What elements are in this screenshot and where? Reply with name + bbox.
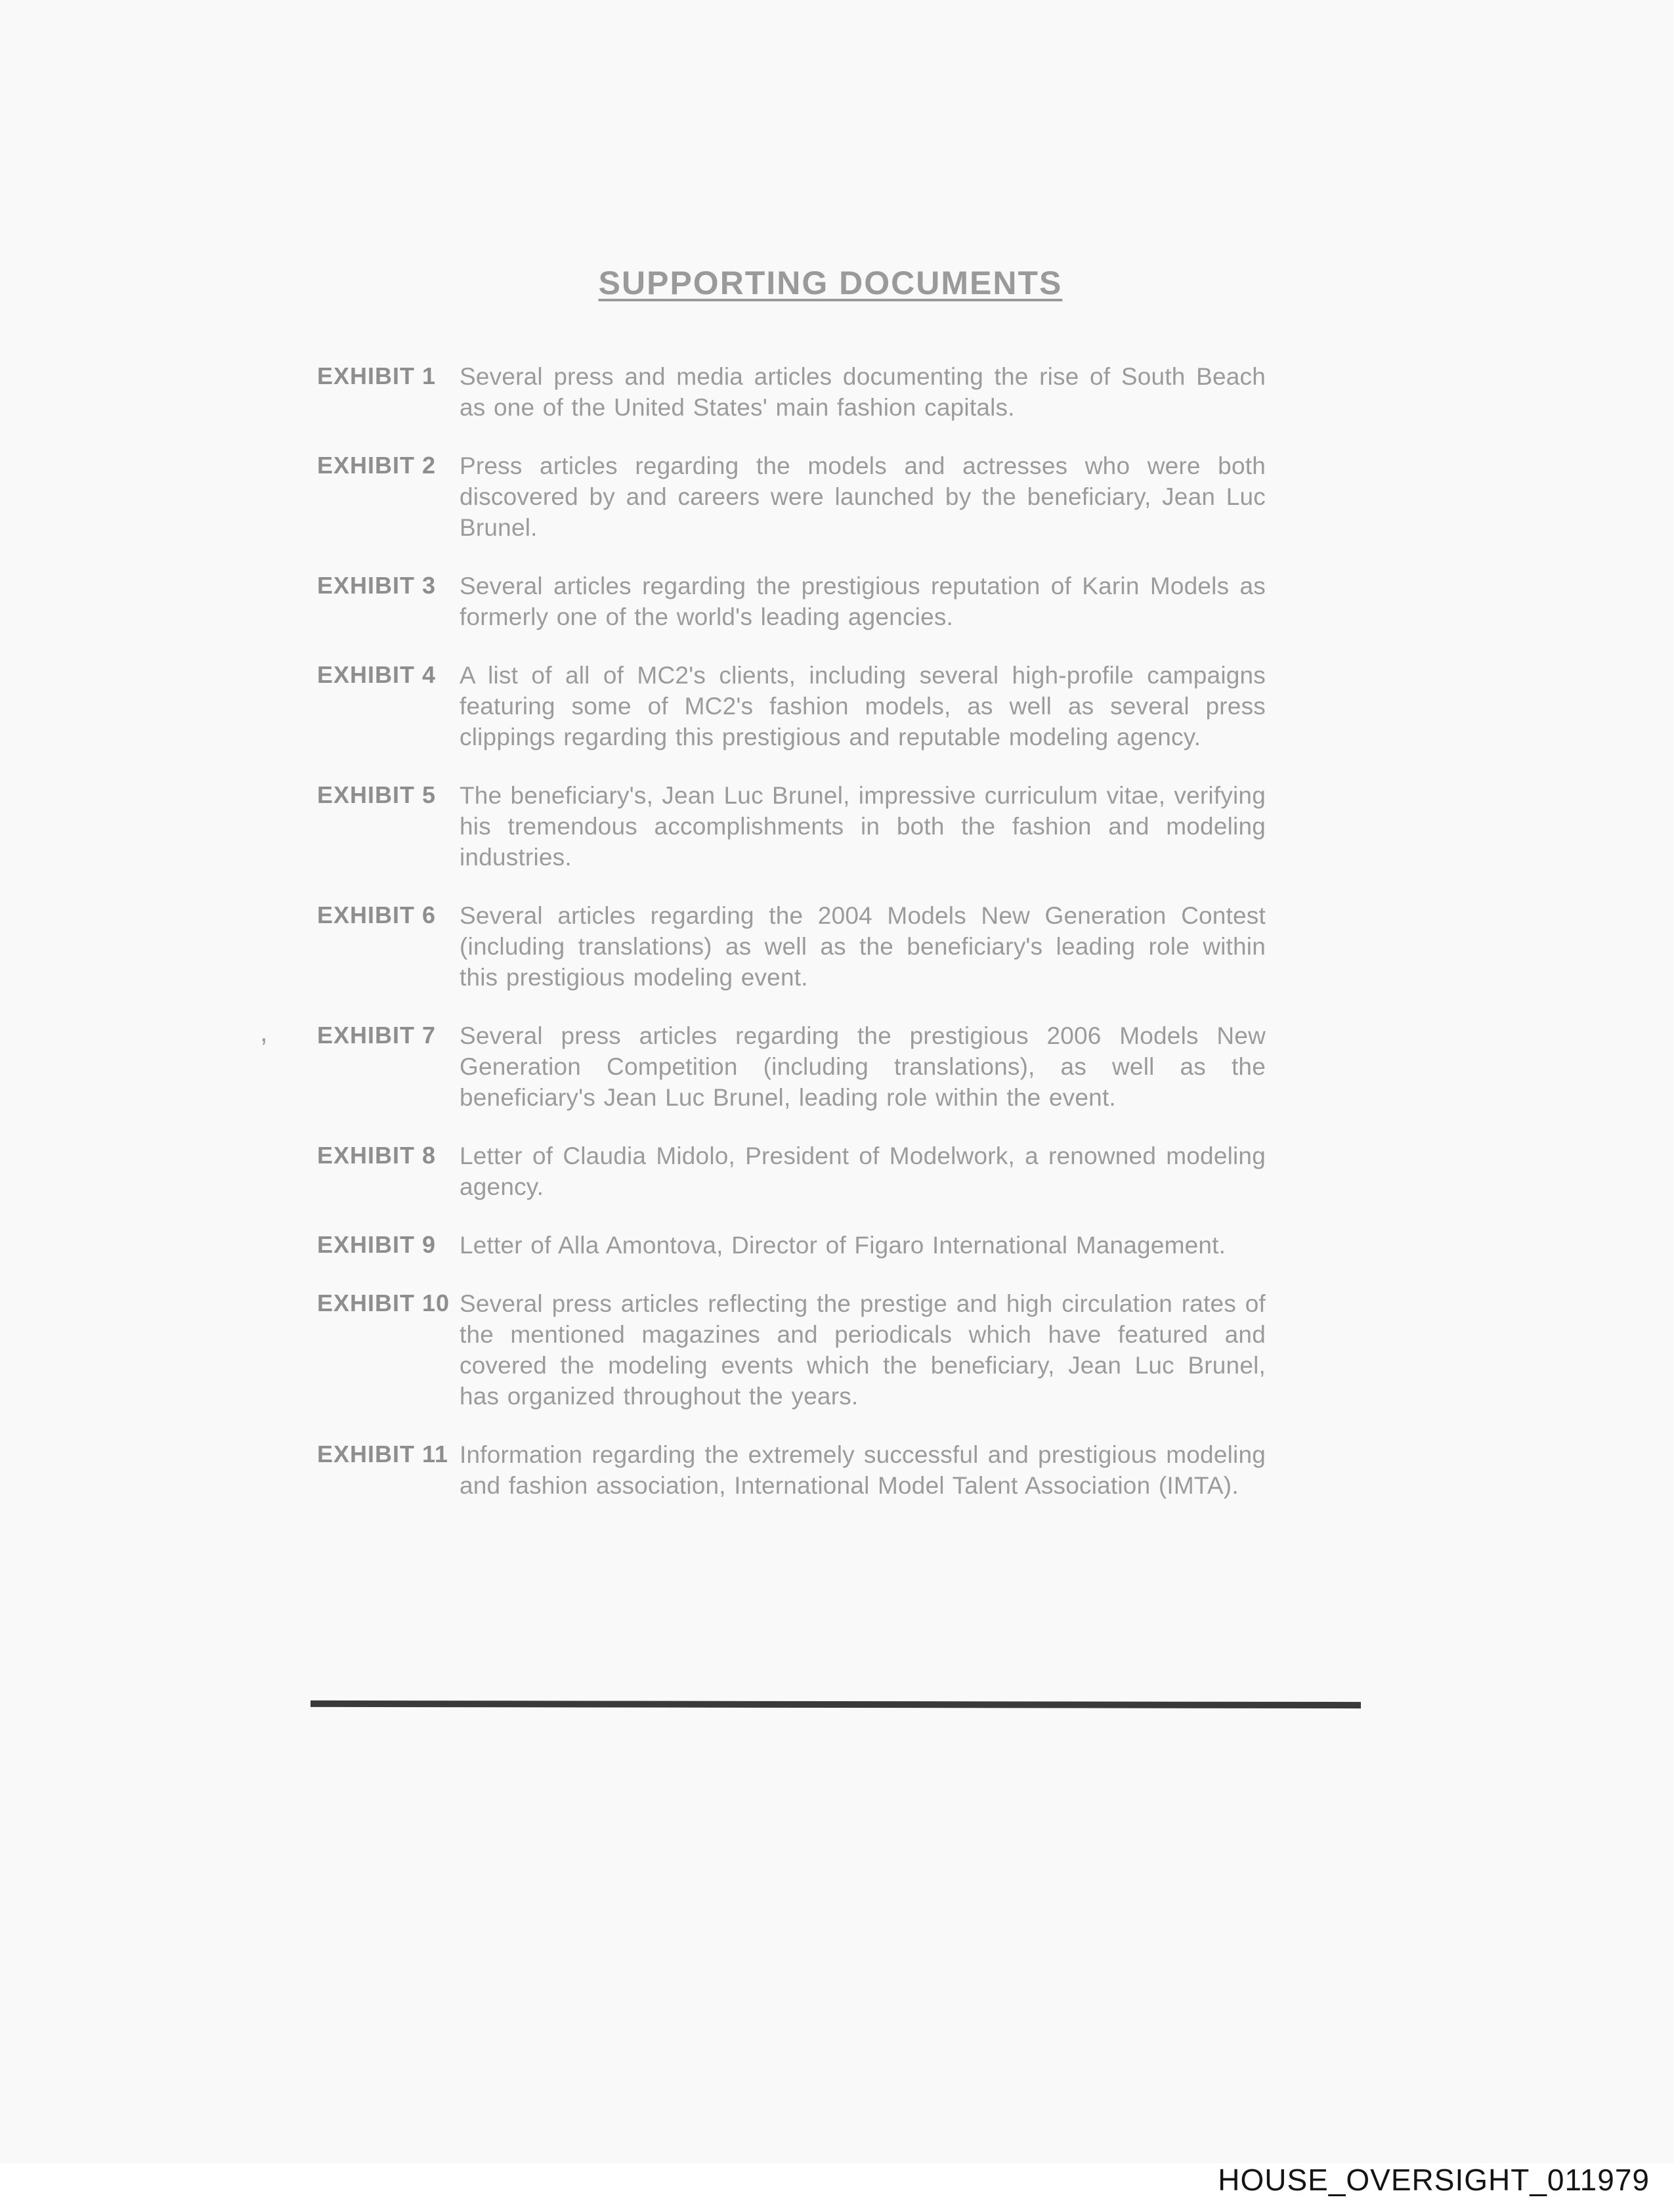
exhibit-description: The beneficiary's, Jean Luc Brunel, impressive curriculum vitae, verifying his tremendous accomplishments in both the fashion and modeling industries.: [460, 782, 1266, 871]
exhibit-label: EXHIBIT 4: [317, 661, 437, 688]
exhibit-description: Information regarding the extremely successful and prestigious modeling and fashion association, International Model Talent Association (IMTA).: [460, 1441, 1266, 1499]
exhibit-label: EXHIBIT 10: [317, 1290, 450, 1316]
exhibit-label: EXHIBIT 5: [317, 781, 437, 808]
exhibit-row: [317, 450, 1269, 543]
exhibit-description: Press articles regarding the models and actresses who were both discovered by and careers were launched by the beneficiary, Jean Luc Brunel.: [460, 452, 1266, 541]
exhibit-row: [317, 1439, 1269, 1501]
exhibit-label: EXHIBIT 7: [317, 1022, 437, 1049]
exhibit-description: Letter of Claudia Midolo, President of Modelwork, a renowned modeling agency.: [460, 1142, 1266, 1200]
exhibit-row: [317, 660, 1269, 752]
exhibit-label: EXHIBIT 8: [317, 1142, 437, 1169]
exhibit-row: [317, 1020, 1269, 1113]
exhibit-label: EXHIBIT 9: [317, 1231, 437, 1258]
exhibit-description: Several press and media articles documenting the rise of South Beach as one of the United States' main fashion capitals.: [460, 363, 1266, 421]
exhibit-description: Several articles regarding the prestigious reputation of Karin Models as formerly one of the world's leading agencies.: [460, 573, 1266, 630]
divider-line: [311, 1701, 1361, 1708]
page-title: SUPPORTING DOCUMENTS: [598, 265, 1063, 301]
exhibit-label: EXHIBIT 3: [317, 572, 437, 599]
exhibit-description: Several press articles reflecting the prestige and high circulation rates of the mentioned magazines and periodicals which have featured and covered the modeling events which the beneficiary, Jean Luc Brunel, has organized throughout the years.: [460, 1290, 1266, 1410]
bates-number: HOUSE_OVERSIGHT_011979: [1218, 2163, 1650, 2197]
scan-artifact-comma: ,: [260, 1016, 268, 1047]
exhibit-description: Several articles regarding the 2004 Models New Generation Contest (including translations) as well as the beneficiary's leading role within this prestigious modeling event.: [460, 902, 1266, 991]
exhibit-row: [317, 571, 1269, 632]
exhibit-label: EXHIBIT 1: [317, 362, 437, 389]
exhibit-description: Several press articles regarding the prestigious 2006 Models New Generation Competition (including translations), as well as the beneficiary's Jean Luc Brunel, leading role within the event.: [460, 1022, 1266, 1111]
exhibit-row: [317, 900, 1269, 993]
exhibit-row: [317, 1140, 1269, 1202]
exhibit-row: [317, 361, 1269, 423]
exhibit-row: [317, 780, 1269, 873]
exhibit-description: Letter of Alla Amontova, Director of Figaro International Management.: [460, 1232, 1226, 1259]
exhibit-row: [317, 1288, 1269, 1412]
exhibit-label: EXHIBIT 11: [317, 1441, 449, 1467]
exhibit-list: [317, 361, 1269, 1529]
exhibit-row: [317, 1230, 1269, 1261]
exhibit-label: EXHIBIT 6: [317, 901, 437, 928]
exhibit-description: A list of all of MC2's clients, including several high-profile campaigns featuring some of MC2's fashion models, as well as several press clippings regarding this prestigious and reputable modeling agency.: [460, 662, 1266, 750]
exhibit-label: EXHIBIT 2: [317, 452, 437, 479]
